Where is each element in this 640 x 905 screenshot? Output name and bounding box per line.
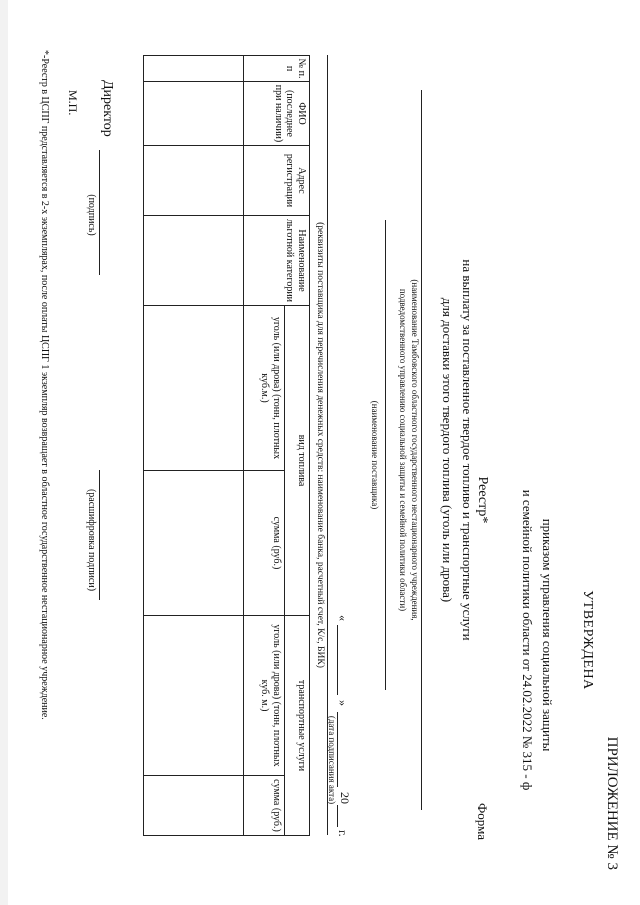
header-col-fio: ФИО (последнее при наличии) (244, 82, 310, 146)
registry-subtitle-2: для доставки этого твердого топлива (уголь или дрова) (440, 297, 455, 603)
header-col-fuel-sum: сумма (руб.) (244, 471, 285, 616)
date-month-line (337, 712, 338, 787)
date-year-line (337, 805, 338, 827)
header-group-transport: транспортные услуги (285, 616, 310, 836)
table-cell (144, 146, 244, 216)
director-label: Директор (100, 80, 115, 137)
order-line-1: приказом управления социальной защиты (540, 518, 555, 752)
table-cell (144, 56, 244, 82)
bank-details-caption: (реквизиты поставщика для перечисления денежных средств: наименование банка, расчетный счет, К/с, БИК) (315, 222, 325, 668)
signature-caption: (подпись) (86, 194, 97, 236)
bank-details-line (327, 55, 328, 835)
date-close-quote: » (336, 700, 350, 706)
header-group-fuel: вид топлива (285, 306, 310, 616)
date-open-quote: « (336, 615, 350, 621)
signature-line (99, 150, 100, 275)
registry-subtitle-1: на выплату за поставленное твердое топливо и транспортные услуги (460, 259, 475, 641)
date-day-line (337, 625, 338, 695)
approved-heading: УТВЕРЖДЕНА (580, 590, 595, 690)
supplier-caption: (наименование поставщика) (370, 400, 380, 510)
table-cell (144, 306, 244, 471)
registry-table (143, 55, 310, 836)
header-col-fuel-type: уголь (или дрова) (тонн, плотных куб.м.) (244, 306, 285, 471)
header-col-category: Наименование льготной категории (244, 216, 310, 306)
date-year-prefix: 20 (338, 792, 352, 804)
supplier-field-line (385, 220, 386, 690)
table-cell (144, 471, 244, 616)
date-year-suffix: г. (336, 830, 350, 837)
institution-caption-2: подведомственного управлению социальной защиты и семейной политики области) (398, 288, 408, 612)
signature-decode-caption: (расшифровка подписи) (86, 488, 97, 592)
order-line-2: и семейной политики области от 24.02.2022 № 315 - ф (520, 489, 535, 791)
institution-caption-1: (наименование Тамбовского областного государственного нестационарного учреждения, (410, 279, 420, 621)
table-cell (144, 216, 244, 306)
header-col-transport-sum: сумма (руб.) (244, 776, 285, 836)
registry-title: Реестр* (475, 476, 490, 524)
header-col-address: Адрес регистрации (244, 146, 310, 216)
header-col-transport-type: уголь (или дрова) (тонн, плотных куб. м.) (244, 616, 285, 776)
appendix-number: ПРИЛОЖЕНИЕ № 3 (604, 736, 620, 870)
form-label: Форма (475, 803, 490, 840)
table-cell (144, 82, 244, 146)
footnote: *-Реестр в ЦСПГ представляется в 2-х экземплярах, после оплаты ЦСПГ 1 экземпляр возвращает в областное государственное нестационарное учреждение. (39, 50, 50, 720)
header-col-num: № п. п (244, 56, 310, 82)
table-cell (144, 616, 244, 776)
table-cell (144, 776, 244, 836)
signature-decode-line (99, 470, 100, 600)
date-caption: (дата подписания акта) (327, 715, 337, 805)
stamp-label: М.П. (66, 90, 80, 116)
institution-field-line (421, 90, 422, 810)
